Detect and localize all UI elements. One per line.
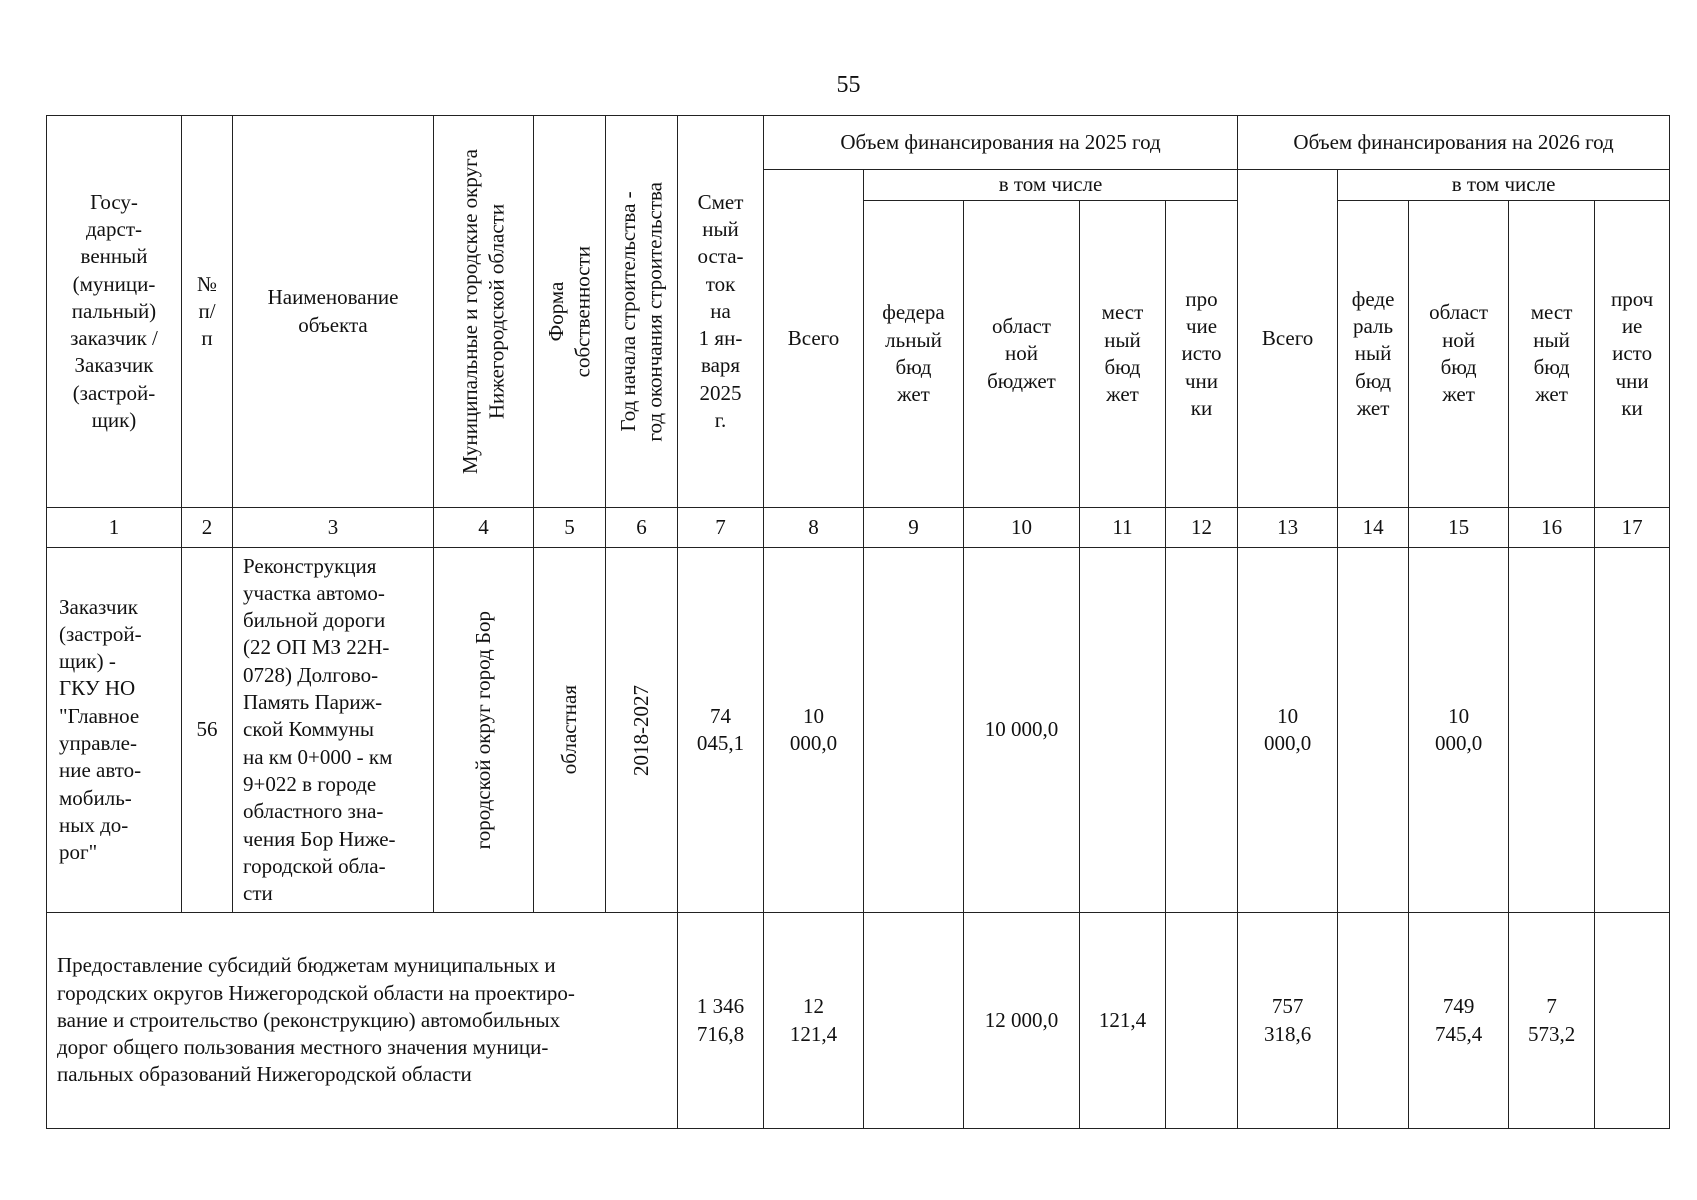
row-federal-2025 [864,548,964,913]
header-local-2026: мест ный бюд жет [1509,201,1595,508]
col-number: 4 [434,508,534,548]
row-regional-2026: 10 000,0 [1409,548,1509,913]
row-summary-estimated-balance: 1 346 716,8 [678,913,764,1129]
col-number: 14 [1338,508,1409,548]
col-number: 3 [233,508,434,548]
col-number: 5 [534,508,606,548]
row-other-2025 [1166,548,1238,913]
row-summary-total-2025: 12 121,4 [764,913,864,1129]
header-customer: Госу- дарст- венный (муници- пальный) заказчик / Заказчик (застрой- щик) [47,116,182,508]
table-row-object [47,548,1670,913]
row-other-2026 [1595,548,1670,913]
col-number: 12 [1166,508,1238,548]
row-number: 56 [182,548,233,913]
col-number: 9 [864,508,964,548]
row-years-text: 2018-2027 [629,684,654,776]
row-total-2025: 10 000,0 [764,548,864,913]
col-number: 11 [1080,508,1166,548]
col-number: 1 [47,508,182,548]
header-federal-2025: федера льный бюд жет [864,201,964,508]
financing-table [46,115,1670,1129]
row-summary-text: Предоставление субсидий бюджетам муниципальных и городских округов Нижегородской области на проектиро- вание и строительство (реконструкцию) автомобильных дорог общего пользования местного значения муници- пальных образований Нижегородской области [47,913,678,1129]
row-municipality-text: городской округ город Бор [471,610,496,850]
header-federal-2026: феде раль ный бюд жет [1338,201,1409,508]
col-number: 15 [1409,508,1509,548]
header-including-2026: в том числе [1338,170,1670,201]
col-number: 2 [182,508,233,548]
row-summary-local-2026: 7 573,2 [1509,913,1595,1129]
row-federal-2026 [1338,548,1409,913]
header-ownership-line1: Форма [544,281,569,342]
row-municipality [434,548,534,913]
col-number: 13 [1238,508,1338,548]
header-regional-2025: област ной бюджет [964,201,1080,508]
col-number: 17 [1595,508,1670,548]
header-total-2026: Всего [1238,170,1338,508]
col-number: 10 [964,508,1080,548]
row-local-2026 [1509,548,1595,913]
column-numbers-row [47,508,1670,548]
row-ownership-text: областная [557,685,582,775]
row-summary-regional-2026: 749 745,4 [1409,913,1509,1129]
header-total-2025: Всего [764,170,864,508]
header-municipality-line1: Муниципальные и городские округа [458,148,483,475]
row-summary-local-2025: 121,4 [1080,913,1166,1129]
row-customer: Заказчик (застрой- щик) - ГКУ НО "Главное управле- ние авто- мобиль- ных до- рог" [47,548,182,913]
header-group-2025: Объем финансирования на 2025 год [764,116,1238,170]
row-summary-federal-2025 [864,913,964,1129]
row-years [606,548,678,913]
table-row-summary [47,913,1670,1129]
header-other-2026: проч ие исто чни ки [1595,201,1670,508]
col-number: 6 [606,508,678,548]
col-number: 8 [764,508,864,548]
row-summary-other-2025 [1166,913,1238,1129]
header-ownership [534,116,606,508]
row-total-2026: 10 000,0 [1238,548,1338,913]
header-local-2025: мест ный бюд жет [1080,201,1166,508]
row-estimated-balance: 74 045,1 [678,548,764,913]
header-years-line2: год окончания строительства [642,181,667,442]
header-ownership-line2: собственности [570,245,595,378]
page-number: 55 [836,72,861,98]
header-years-line1: Год начала строительства - [616,191,641,432]
row-ownership [534,548,606,913]
row-summary-regional-2025: 12 000,0 [964,913,1080,1129]
header-municipality [434,116,534,508]
col-number: 16 [1509,508,1595,548]
header-municipality-line2: Нижегородской области [484,203,509,420]
header-number: № п/ п [182,116,233,508]
row-summary-federal-2026 [1338,913,1409,1129]
header-object-name: Наименование объекта [233,116,434,508]
header-group-2026: Объем финансирования на 2026 год [1238,116,1670,170]
row-regional-2025: 10 000,0 [964,548,1080,913]
header-including-2025: в том числе [864,170,1238,201]
header-other-2025: про чие исто чни ки [1166,201,1238,508]
header-regional-2026: област ной бюд жет [1409,201,1509,508]
row-summary-other-2026 [1595,913,1670,1129]
row-object-name: Реконструкция участка автомо- бильной дороги (22 ОП МЗ 22Н- 0728) Долгово- Память Париж- ской Коммуны на км 0+000 - км 9+022 в городе областного зна- чения Бор Ниже- городской обла- сти [233,548,434,913]
header-estimated-balance: Смет ный оста- ток на 1 ян- варя 2025 г. [678,116,764,508]
row-summary-total-2026: 757 318,6 [1238,913,1338,1129]
header-years [606,116,678,508]
row-local-2025 [1080,548,1166,913]
col-number: 7 [678,508,764,548]
